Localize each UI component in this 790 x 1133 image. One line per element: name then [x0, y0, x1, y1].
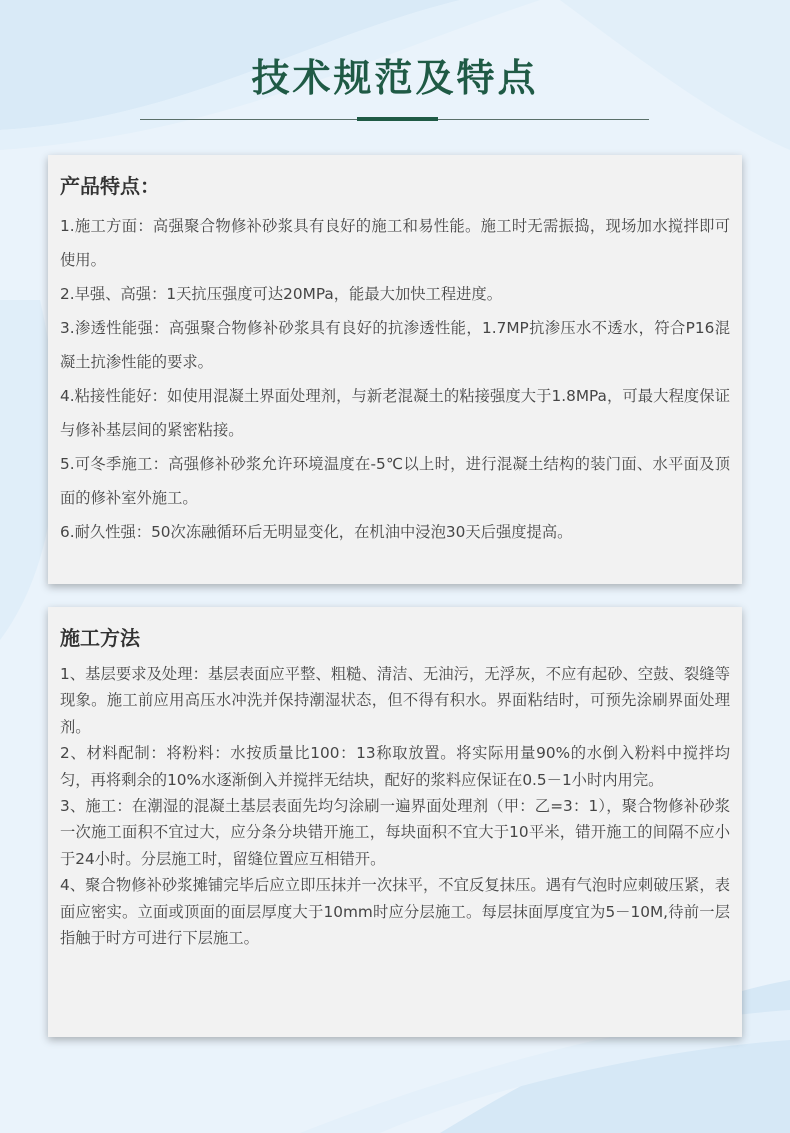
method-item: 1、基层要求及处理：基层表面应平整、粗糙、清洁、无油污，无浮灰，不应有起砂、空鼓、裂缝等现象。施工前应用高压水冲洗并保持潮湿状态，但不得有积水。界面粘结时，可预先涂刷界面处理剂。: [60, 665, 730, 736]
page-title: 技术规范及特点: [251, 56, 539, 100]
feature-item: 4.粘接性能好：如使用混凝土界面处理剂，与新老混凝土的粘接强度大于1.8MPa，可最大程度保证与修补基层间的紧密粘接。: [60, 387, 730, 439]
feature-item: 2.早强、高强：1天抗压强度可达20MPa，能最大加快工程进度。: [60, 285, 503, 303]
method-card: [48, 607, 742, 1037]
page-header: [0, 48, 790, 108]
title-divider-accent: [357, 117, 438, 121]
features-heading: 产品特点：: [60, 174, 160, 198]
features-card: [48, 155, 742, 584]
feature-item: 3.渗透性能强：高强聚合物修补砂浆具有良好的抗渗透性能，1.7MP抗渗压水不透水，符合P16混凝土抗渗性能的要求。: [60, 319, 730, 371]
method-item: 3、施工：在潮湿的混凝土基层表面先均匀涂刷一遍界面处理剂（甲：乙=3：1），聚合物修补砂浆一次施工面积不宜过大，应分条分块错开施工，每块面积不宜大于10平米，错开施工的间隔不应小于24小时。分层施工时，留缝位置应互相错开。: [60, 797, 730, 868]
method-item: 2、材料配制：将粉料：水按质量比100：13称取放置。将实际用量90%的水倒入粉料中搅拌均匀，再将剩余的10%水逐渐倒入并搅拌无结块，配好的浆料应保证在0.5－1小时内用完。: [60, 744, 730, 789]
feature-item: 1.施工方面：高强聚合物修补砂浆具有良好的施工和易性能。施工时无需振捣，现场加水搅拌即可使用。: [60, 217, 730, 269]
feature-item: 6.耐久性强：50次冻融循环后无明显变化，在机油中浸泡30天后强度提高。: [60, 523, 573, 541]
method-item: 4、聚合物修补砂浆摊铺完毕后应立即压抹并一次抹平，不宜反复抹压。遇有气泡时应刺破压紧，表面应密实。立面或顶面的面层厚度大于10mm时应分层施工。每层抹面厚度宜为5－10M,待前一层指触于时方可进行下层施工。: [60, 876, 730, 948]
feature-item: 5.可冬季施工：高强修补砂浆允许环境温度在-5℃以上时，进行混凝土结构的装门面、水平面及顶面的修补室外施工。: [60, 455, 730, 507]
method-heading: 施工方法: [60, 626, 140, 650]
